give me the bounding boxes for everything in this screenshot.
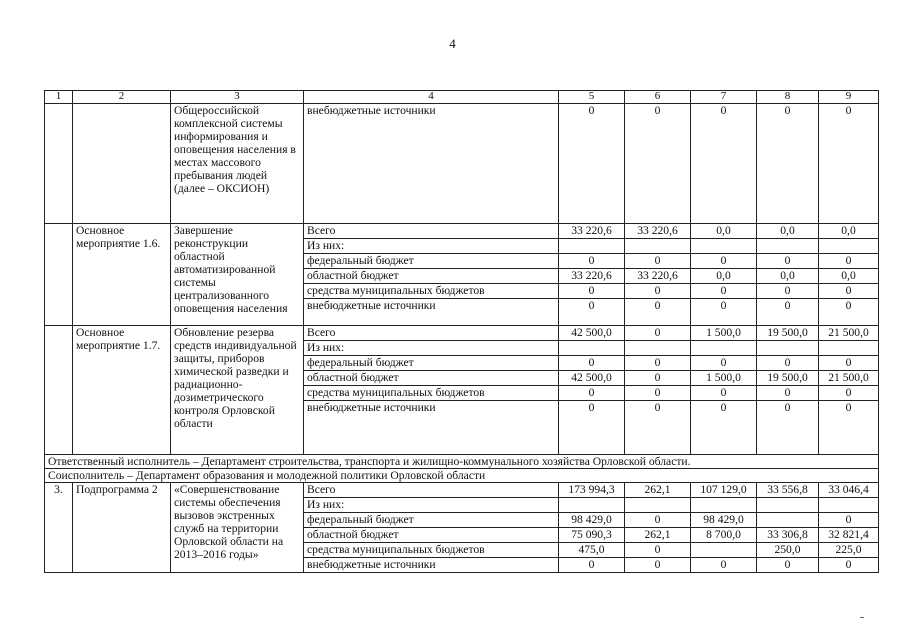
funding-source: областной бюджет xyxy=(304,528,559,543)
funding-source: Всего xyxy=(304,483,559,498)
funding-source: Всего xyxy=(304,326,559,341)
funding-source: внебюджетные источники xyxy=(304,401,559,455)
col-header-2: 2 xyxy=(73,91,171,104)
col-header-9: 9 xyxy=(819,91,879,104)
funding-source: внебюджетные источники xyxy=(304,299,559,326)
value-cell: 98 429,0 xyxy=(691,513,757,528)
funding-source: Всего xyxy=(304,224,559,239)
value-cell xyxy=(757,239,819,254)
value-cell: 0,0 xyxy=(691,269,757,284)
value-cell: 0 xyxy=(691,386,757,401)
value-cell: 0 xyxy=(757,104,819,224)
value-cell: 0,0 xyxy=(757,269,819,284)
value-cell: 250,0 xyxy=(757,543,819,558)
value-cell xyxy=(819,239,879,254)
value-cell: 0 xyxy=(819,254,879,269)
value-cell: 262,1 xyxy=(625,483,691,498)
value-cell: 0 xyxy=(757,356,819,371)
value-cell: 0 xyxy=(691,401,757,455)
funding-source: средства муниципальных бюджетов xyxy=(304,543,559,558)
value-cell xyxy=(691,543,757,558)
funding-source: средства муниципальных бюджетов xyxy=(304,386,559,401)
value-cell: 0 xyxy=(757,299,819,326)
scan-mark xyxy=(860,617,864,618)
responsible-executor: Ответственный исполнитель – Департамент строительства, транспорта и жилищно-коммунального хозяйства Орловской области. xyxy=(45,455,879,469)
value-cell xyxy=(625,239,691,254)
value-cell: 0 xyxy=(757,284,819,299)
value-cell: 0 xyxy=(559,356,625,371)
value-cell: 8 700,0 xyxy=(691,528,757,543)
funding-source: Из них: xyxy=(304,341,559,356)
value-cell xyxy=(757,513,819,528)
value-cell: 1 500,0 xyxy=(691,326,757,341)
value-cell: 0 xyxy=(691,104,757,224)
value-cell xyxy=(819,498,879,513)
co-executor: Соисполнитель – Департамент образования и молодежной политики Орловской области xyxy=(45,469,879,483)
value-cell: 0 xyxy=(559,104,625,224)
subprogram-name: «Совершенствование системы обеспечения вызовов экстренных служб на территории Орловской области на 2013–2016 годы» xyxy=(171,483,304,573)
value-cell: 475,0 xyxy=(559,543,625,558)
value-cell: 0 xyxy=(819,104,879,224)
value-cell: 0,0 xyxy=(757,224,819,239)
col-header-3: 3 xyxy=(171,91,304,104)
value-cell: 0 xyxy=(625,558,691,573)
value-cell xyxy=(757,498,819,513)
value-cell xyxy=(559,239,625,254)
value-cell: 225,0 xyxy=(819,543,879,558)
value-cell: 42 500,0 xyxy=(559,326,625,341)
value-cell: 0 xyxy=(625,104,691,224)
value-cell: 0,0 xyxy=(691,224,757,239)
value-cell: 0 xyxy=(819,513,879,528)
value-cell xyxy=(559,498,625,513)
value-cell: 0 xyxy=(625,386,691,401)
value-cell: 98 429,0 xyxy=(559,513,625,528)
value-cell: 262,1 xyxy=(625,528,691,543)
funding-source: областной бюджет xyxy=(304,371,559,386)
funding-source: областной бюджет xyxy=(304,269,559,284)
measure-name-1-7: Обновление резерва средств индивидуальной защиты, приборов химической разведки и радиационно-дозиметрического контроля Орловской области xyxy=(171,326,304,455)
value-cell: 0 xyxy=(819,558,879,573)
value-cell: 0 xyxy=(559,284,625,299)
value-cell: 32 821,4 xyxy=(819,528,879,543)
table-row xyxy=(45,469,879,483)
value-cell: 0 xyxy=(559,386,625,401)
funding-source: федеральный бюджет xyxy=(304,356,559,371)
table-row xyxy=(45,224,879,239)
value-cell: 21 500,0 xyxy=(819,371,879,386)
value-cell: 21 500,0 xyxy=(819,326,879,341)
value-cell: 0 xyxy=(819,299,879,326)
measure-code-1-6: Основное мероприятие 1.6. xyxy=(73,224,171,326)
funding-source: федеральный бюджет xyxy=(304,513,559,528)
col-header-1: 1 xyxy=(45,91,73,104)
value-cell: 33 220,6 xyxy=(625,269,691,284)
measure-name-1-6: Завершение реконструкции областной автоматизированной системы централизованного оповещения населения xyxy=(171,224,304,326)
value-cell: 0 xyxy=(757,254,819,269)
value-cell: 0 xyxy=(559,299,625,326)
value-cell: 33 306,8 xyxy=(757,528,819,543)
value-cell: 0 xyxy=(625,371,691,386)
value-cell xyxy=(819,341,879,356)
value-cell: 0 xyxy=(819,386,879,401)
table-row xyxy=(45,326,879,341)
funding-source: средства муниципальных бюджетов xyxy=(304,284,559,299)
funding-source: внебюджетные источники xyxy=(304,558,559,573)
value-cell: 0 xyxy=(625,299,691,326)
value-cell: 19 500,0 xyxy=(757,371,819,386)
table-row xyxy=(45,455,879,469)
header-row xyxy=(45,91,879,104)
value-cell: 0 xyxy=(757,401,819,455)
value-cell: 107 129,0 xyxy=(691,483,757,498)
funding-source: внебюджетные источники xyxy=(304,104,559,224)
value-cell: 0 xyxy=(691,254,757,269)
value-cell: 0 xyxy=(819,401,879,455)
value-cell: 0 xyxy=(625,513,691,528)
value-cell: 0 xyxy=(625,254,691,269)
value-cell: 0 xyxy=(691,558,757,573)
value-cell: 0 xyxy=(691,356,757,371)
value-cell xyxy=(559,341,625,356)
value-cell xyxy=(757,341,819,356)
value-cell: 33 220,6 xyxy=(559,269,625,284)
measure-name-oksion: Общероссийской комплексной системы информирования и оповещения населения в местах массового пребывания людей (далее – ОКСИОН) xyxy=(171,104,304,224)
value-cell xyxy=(625,498,691,513)
funding-source: федеральный бюджет xyxy=(304,254,559,269)
value-cell: 33 220,6 xyxy=(559,224,625,239)
value-cell: 0 xyxy=(625,284,691,299)
table-row xyxy=(45,483,879,498)
value-cell xyxy=(691,341,757,356)
value-cell: 0 xyxy=(691,299,757,326)
page-number: 4 xyxy=(449,36,456,51)
col-header-7: 7 xyxy=(691,91,757,104)
value-cell: 0 xyxy=(757,558,819,573)
value-cell: 173 994,3 xyxy=(559,483,625,498)
value-cell: 0 xyxy=(757,386,819,401)
value-cell: 0,0 xyxy=(819,269,879,284)
measure-code-1-7: Основное мероприятие 1.7. xyxy=(73,326,171,455)
value-cell: 0 xyxy=(625,543,691,558)
value-cell: 0 xyxy=(819,284,879,299)
value-cell: 33 046,4 xyxy=(819,483,879,498)
value-cell: 0 xyxy=(625,326,691,341)
value-cell: 75 090,3 xyxy=(559,528,625,543)
value-cell xyxy=(691,239,757,254)
value-cell: 0,0 xyxy=(819,224,879,239)
col-header-5: 5 xyxy=(559,91,625,104)
col-header-4: 4 xyxy=(304,91,559,104)
value-cell: 33 556,8 xyxy=(757,483,819,498)
col-header-6: 6 xyxy=(625,91,691,104)
value-cell: 0 xyxy=(559,254,625,269)
value-cell: 0 xyxy=(625,401,691,455)
col-header-8: 8 xyxy=(757,91,819,104)
subprogram-code: Подпрограмма 2 xyxy=(73,483,171,573)
value-cell: 0 xyxy=(625,356,691,371)
value-cell: 33 220,6 xyxy=(625,224,691,239)
value-cell xyxy=(625,341,691,356)
value-cell: 0 xyxy=(819,356,879,371)
row-number: 3. xyxy=(45,483,73,573)
value-cell: 0 xyxy=(559,558,625,573)
value-cell: 0 xyxy=(559,401,625,455)
value-cell: 42 500,0 xyxy=(559,371,625,386)
funding-source: Из них: xyxy=(304,498,559,513)
value-cell: 0 xyxy=(691,284,757,299)
value-cell: 19 500,0 xyxy=(757,326,819,341)
table-row xyxy=(45,104,879,224)
funding-source: Из них: xyxy=(304,239,559,254)
budget-table xyxy=(44,90,879,573)
value-cell xyxy=(691,498,757,513)
value-cell: 1 500,0 xyxy=(691,371,757,386)
